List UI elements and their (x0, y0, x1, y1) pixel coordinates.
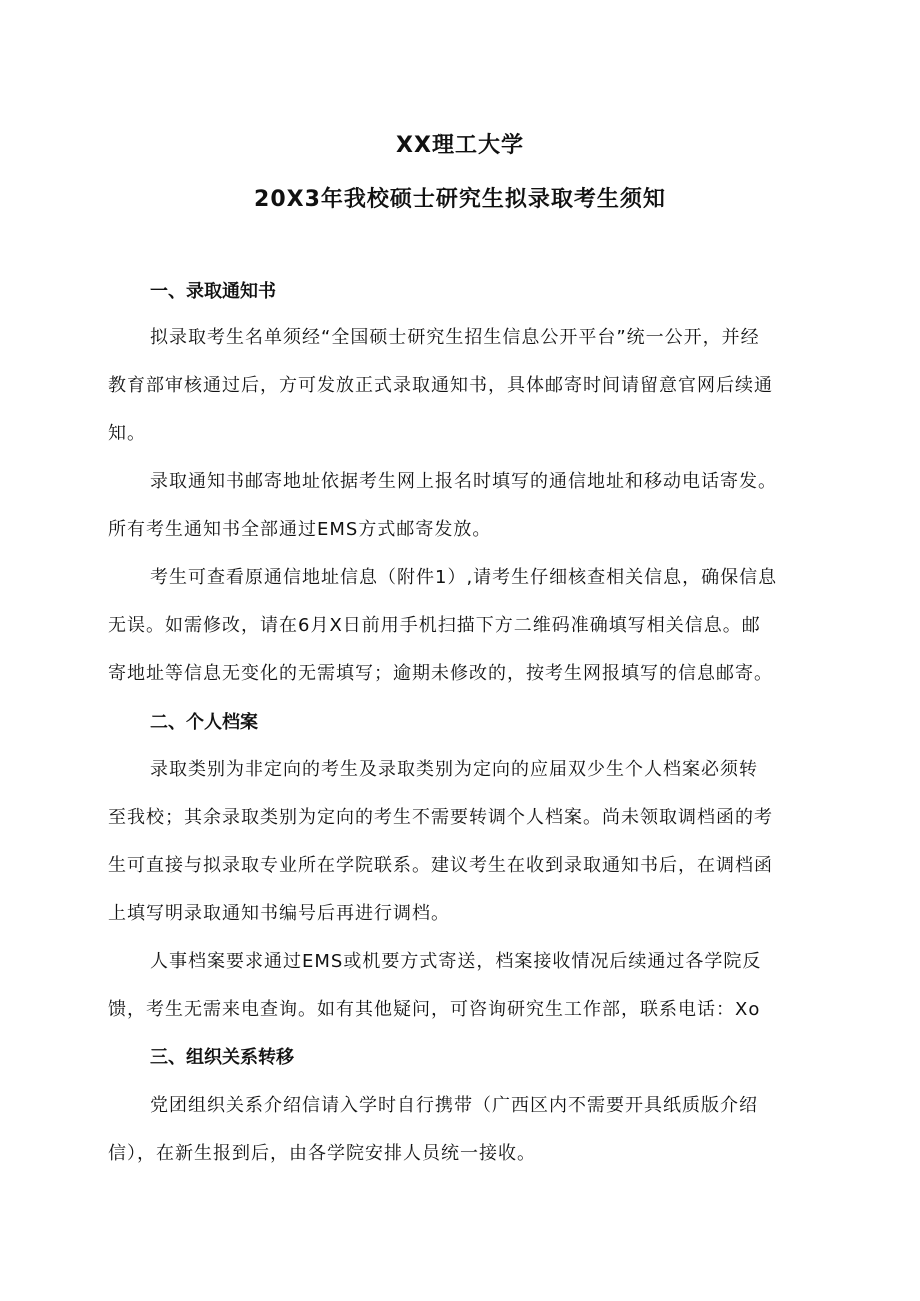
notice-title: 20X3年我校硕士研究生拟录取考生须知 (254, 187, 666, 212)
paragraph-line: 党团组织关系介绍信请入学时自行携带（广西区内不需要开具纸质版介绍 (150, 1095, 758, 1116)
paragraph-line: 无误。如需修改，请在6月X日前用手机扫描下方二维码准确填写相关信息。邮 (108, 615, 761, 636)
paragraph-line: 寄地址等信息无变化的无需填写；逾期未修改的，按考生网报填写的信息邮寄。 (108, 663, 773, 684)
paragraph-line: 录取类别为非定向的考生及录取类别为定向的应届双少生个人档案必须转 (150, 759, 758, 780)
paragraph-line: 录取通知书邮寄地址依据考生网上报名时填写的通信地址和移动电话寄发。 (150, 471, 777, 492)
paragraph-line: 知。 (108, 423, 146, 444)
paragraph-line: 人事档案要求通过EMS或机要方式寄送，档案接收情况后续通过各学院反 (150, 951, 762, 972)
paragraph-line: 所有考生通知书全部通过EMS方式邮寄发放。 (108, 519, 492, 540)
paragraph-line: 拟录取考生名单须经“全国硕士研究生招生信息公开平台”统一公开，并经 (150, 327, 760, 348)
university-title: XX理工大学 (396, 133, 524, 158)
paragraph-line: 生可直接与拟录取专业所在学院联系。建议考生在收到录取通知书后，在调档函 (108, 855, 773, 876)
section-heading-org-transfer: 三、组织关系转移 (150, 1047, 294, 1068)
section-heading-personal-file: 二、个人档案 (150, 712, 258, 733)
section-heading-admission-letter: 一、录取通知书 (150, 281, 276, 302)
paragraph-line: 信），在新生报到后，由各学院安排人员统一接收。 (108, 1143, 536, 1164)
paragraph-line: 馈，考生无需来电查询。如有其他疑问，可咨询研究生工作部，联系电话：Xo (108, 999, 761, 1020)
paragraph-line: 教育部审核通过后，方可发放正式录取通知书，具体邮寄时间请留意官网后续通 (108, 375, 773, 396)
paragraph-line: 至我校；其余录取类别为定向的考生不需要转调个人档案。尚未领取调档函的考 (108, 807, 773, 828)
paragraph-line: 考生可查看原通信地址信息（附件1）,请考生仔细核查相关信息，确保信息 (150, 567, 778, 588)
paragraph-line: 上填写明录取通知书编号后再进行调档。 (108, 903, 450, 924)
